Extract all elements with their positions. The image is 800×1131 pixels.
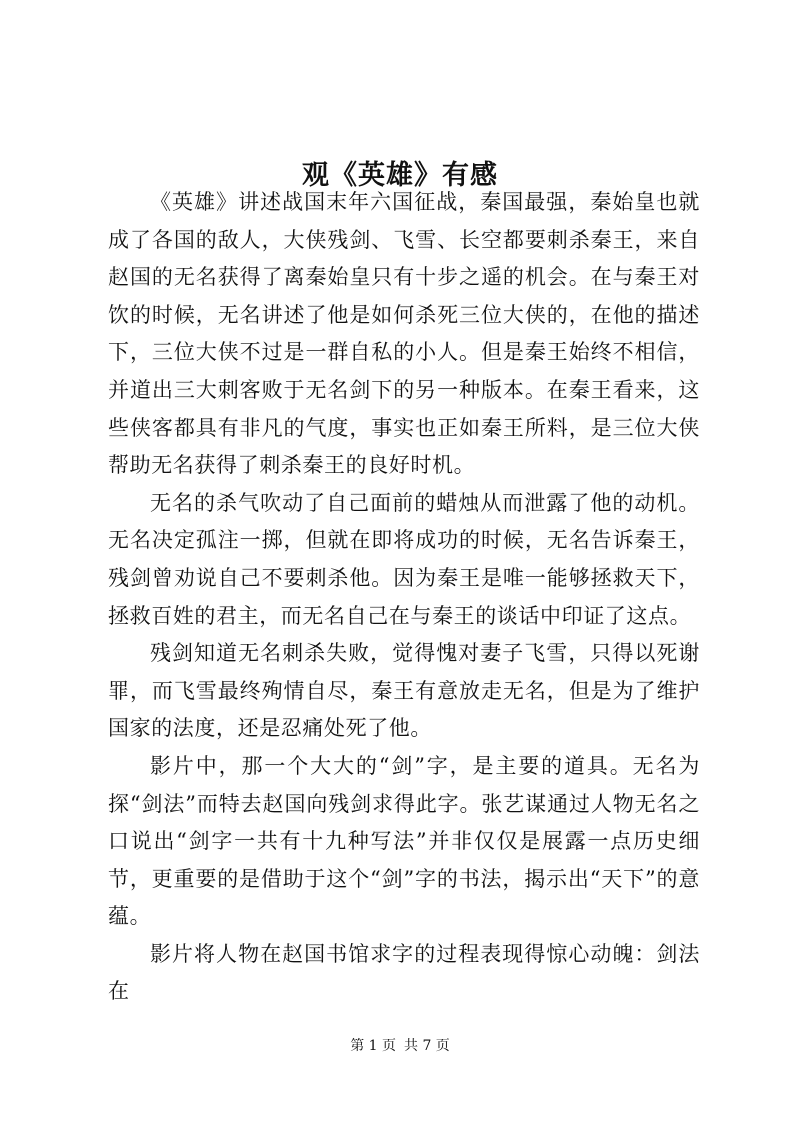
paragraph-4: 影片中，那一个大大的“剑”字，是主要的道具。无名为探“剑法”而特去赵国向残剑求得此字。张艺谋通过人物无名之口说出“剑字一共有十九种写法”并非仅仅是展露一点历史细节，更重要的是借助于这个“剑”字的书法，揭示出“天下”的意蕴。 <box>108 753 700 929</box>
page-total: 共 7 页 <box>404 1038 450 1054</box>
paragraph-3: 残剑知道无名刺杀失败，觉得愧对妻子飞雪，只得以死谢罪，而飞雪最终殉情自尽，秦王有意放走无名，但是为了维护国家的法度，还是忍痛处死了他。 <box>108 641 700 741</box>
paragraph-1: 《英雄》讲述战国末年六国征战，秦国最强，秦始皇也就成了各国的敌人，大侠残剑、飞雪、长空都要刺杀秦王，来自赵国的无名获得了离秦始皇只有十步之遥的机会。在与秦王对饮的时候，无名讲述了他是如何杀死三位大侠的，在他的描述下，三位大侠不过是一群自私的小人。但是秦王始终不相信，并道出三大刺客败于无名剑下的另一种版本。在秦王看来，这些侠客都具有非凡的气度，事实也正如秦王所料，是三位大侠帮助无名获得了刺杀秦王的良好时机。 <box>108 190 700 478</box>
document-body <box>108 184 700 1011</box>
page-number: 第 1 页 <box>350 1038 396 1054</box>
paragraph-2: 无名的杀气吹动了自己面前的蜡烛从而泄露了他的动机。无名决定孤注一掷，但就在即将成功的时候，无名告诉秦王，残剑曾劝说自己不要刺杀他。因为秦王是唯一能够拯救天下，拯救百姓的君主，而无名自己在与秦王的谈话中印证了这点。 <box>108 490 700 628</box>
page-footer <box>0 1036 800 1056</box>
paragraph-5: 影片将人物在赵国书馆求字的过程表现得惊心动魄：剑法在 <box>108 941 700 1004</box>
page-title: 观《英雄》有感 <box>302 160 498 192</box>
